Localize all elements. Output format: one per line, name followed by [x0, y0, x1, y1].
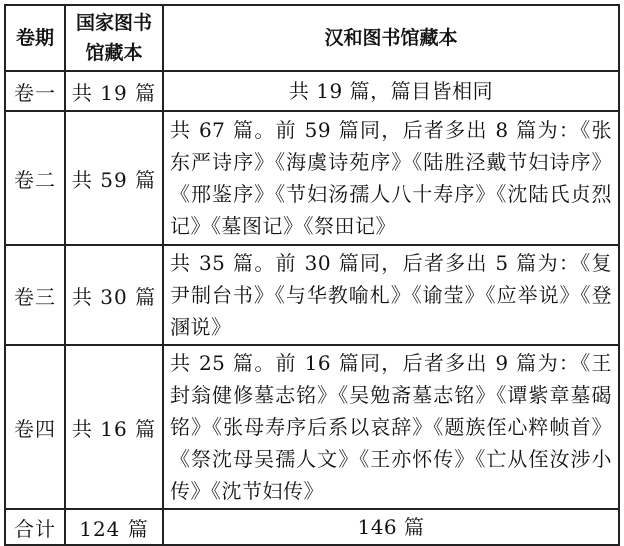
header-national-line2: 馆藏本 — [85, 42, 143, 64]
table-row — [5, 345, 619, 509]
row-national-count: 共 30 篇 — [65, 245, 163, 345]
row-national-count: 共 19 篇 — [65, 71, 163, 111]
row-volume: 卷一 — [5, 71, 65, 111]
row-kanwa-desc: 共 25 篇。前 16 篇同，后者多出 9 篇为：《王封翁健修墓志铭》《吴勉斋墓志铭》《谭紫章墓碣铭》《张母寿序后系以哀辞》《题族侄心粹帧首》《祭沈母吴孺人文》《王亦怀传》《亡从侄汝涉小传》《沈节妇传》 — [163, 345, 619, 509]
row-kanwa-desc: 146 篇 — [163, 509, 619, 545]
header-volume: 卷期 — [5, 5, 65, 71]
header-kanwa-library: 汉和图书馆藏本 — [163, 5, 619, 71]
row-volume: 卷四 — [5, 345, 65, 509]
table-row — [5, 111, 619, 245]
table-row-total — [5, 509, 619, 545]
row-volume: 合计 — [5, 509, 65, 545]
row-kanwa-desc: 共 19 篇，篇目皆相同 — [163, 71, 619, 111]
row-national-count: 共 59 篇 — [65, 111, 163, 245]
row-kanwa-desc: 共 67 篇。前 59 篇同，后者多出 8 篇为：《张东严诗序》《海虞诗苑序》《陆胜泾戴节妇诗序》《邢鉴序》《节妇汤孺人八十寿序》《沈陆氏贞烈记》《墓图记》《祭田记》 — [163, 111, 619, 245]
header-national-line1: 国家图书 — [75, 12, 152, 34]
row-national-count: 124 篇 — [65, 509, 163, 545]
row-volume: 卷二 — [5, 111, 65, 245]
comparison-table — [4, 4, 620, 546]
row-national-count: 共 16 篇 — [65, 345, 163, 509]
row-volume: 卷三 — [5, 245, 65, 345]
table-row — [5, 245, 619, 345]
header-national-library — [65, 5, 163, 71]
table-row — [5, 71, 619, 111]
row-kanwa-desc: 共 35 篇。前 30 篇同，后者多出 5 篇为：《复尹制台书》《与华教喻札》《谕莹》《应举说》《登溷说》 — [163, 245, 619, 345]
header-row — [5, 5, 619, 71]
